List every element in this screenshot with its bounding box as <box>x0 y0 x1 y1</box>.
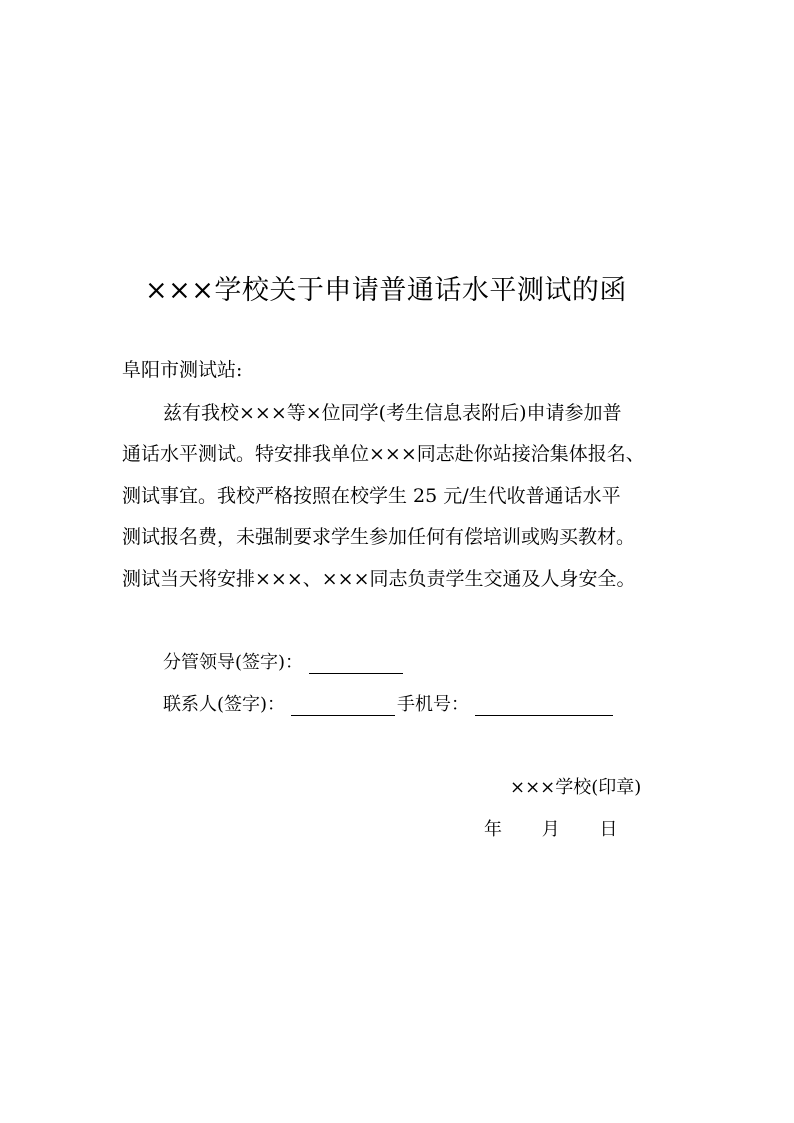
date-day: 日 <box>599 819 618 840</box>
document-title: ×××学校关于申请普通话水平测试的函 <box>145 275 627 306</box>
date-month: 月 <box>541 819 560 840</box>
date-year: 年 <box>484 819 502 840</box>
phone-label: 手机号： <box>397 694 470 715</box>
leader-signature-line <box>309 654 403 674</box>
body-line-4: 测试报名费，未强制要求学生参加任何有偿培训或购买教材。 <box>122 526 636 548</box>
phone-line <box>475 696 613 716</box>
date-row <box>484 815 617 841</box>
contact-signature-line <box>291 696 395 716</box>
body-line-3: 测试事宜。我校严格按照在校学生 25 元/生代收普通话水平 <box>122 485 621 507</box>
salutation: 阜阳市测试站: <box>122 359 243 381</box>
leader-signature-label: 分管领导(签字)： <box>163 652 304 673</box>
body-line-2: 通话水平测试。特安排我单位×××同志赴你站接洽集体报名、 <box>122 443 645 465</box>
body-line-5: 测试当天将安排×××、×××同志负责学生交通及人身安全。 <box>122 568 636 590</box>
body-line-1: 兹有我校×××等×位同学(考生信息表附后)申请参加普 <box>163 402 622 424</box>
contact-signature-row <box>163 690 613 716</box>
school-seal-text: ×××学校(印章) <box>510 777 642 798</box>
leader-signature-row <box>163 648 403 674</box>
contact-signature-label: 联系人(签字)： <box>163 694 286 715</box>
